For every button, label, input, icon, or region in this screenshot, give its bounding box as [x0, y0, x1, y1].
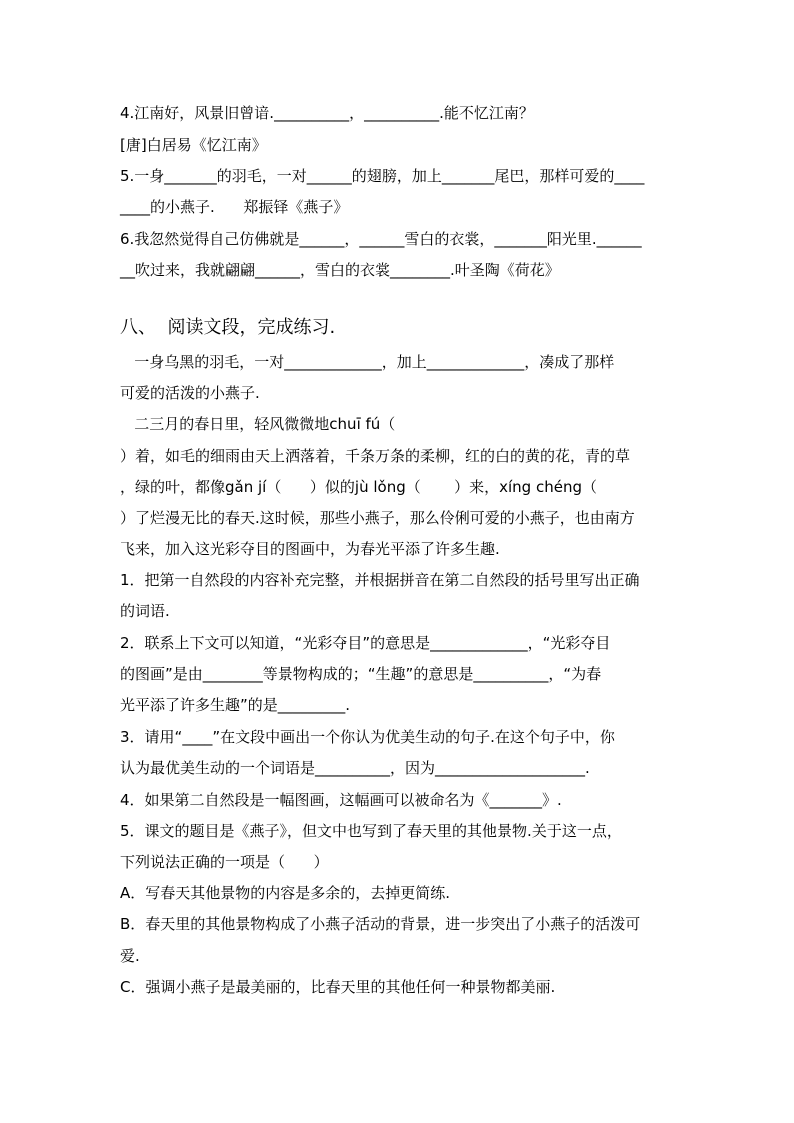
passage-line: 可爱的活泼的小燕子. [120, 384, 260, 402]
passage-line: ）着，如毛的细雨由天上洒落着，千条万条的柔柳，红的白的黄的花，青的草 [120, 447, 631, 465]
fill-item-4: 4.江南好，风景旧曾谙.__________，__________.能不忆江南？ [120, 104, 534, 122]
option-c: C．强调小燕子是最美丽的，比春天里的其他任何一种景物都美丽. [120, 978, 556, 996]
question-line: 1．把第一自然段的内容补充完整，并根据拼音在第二自然段的括号里写出正确 [120, 571, 640, 589]
question-line: 的词语. [120, 602, 170, 620]
fill-item-6-line1: 6.我忽然觉得自己仿佛就是______，______雪白的衣裳，_______阳光里.______ [120, 230, 642, 248]
question-line: 5．课文的题目是《燕子》，但文中也写到了春天里的其他景物.关于这一点， [120, 822, 622, 840]
question-line: 2．联系上下文可以知道，“光彩夺目”的意思是_____________，“光彩夺目 [120, 634, 611, 652]
fill-item-5-line1: 5.一身_______的羽毛，一对______的翅膀，加上_______尾巴，那样可爱的____ [120, 167, 645, 185]
question-line: 的图画”是由________等景物构成的；“生趣”的意思是__________，“为春 [120, 665, 602, 683]
option-a: A．写春天其他景物的内容是多余的，去掉更简练. [120, 884, 451, 902]
question-line: 光平添了许多生趣”的是_________. [120, 696, 351, 714]
passage-line: 二三月的春日里，轻风微微地chuī fú（ [120, 415, 396, 433]
question-line: 3．请用“____”在文段中画出一个你认为优美生动的句子.在这个句子中，你 [120, 728, 615, 746]
question-line: 4．如果第二自然段是一幅图画，这幅画可以被命名为《_______》. [120, 791, 562, 809]
passage-line: ）了烂漫无比的春天.这时候，那些小燕子，那么伶俐可爱的小燕子，也由南方 [120, 509, 635, 527]
fill-item-4-source: [唐]白居易《忆江南》 [120, 136, 267, 154]
option-b: B．春天里的其他景物构成了小燕子活动的背景，进一步突出了小燕子的活泼可 [120, 915, 641, 933]
passage-line: 一身乌黑的羽毛，一对_____________，加上_____________，凑成了那样 [120, 353, 615, 371]
question-line: 下列说法正确的一项是（ ） [120, 853, 329, 871]
passage-line: ，绿的叶，都像gǎn jí（ ）似的jù lǒng（ ）来，xíng chéng（ [120, 478, 597, 496]
fill-item-6-line2: __吹过来，我就翩翩______，雪白的衣裳________.叶圣陶《荷花》 [120, 261, 560, 279]
passage-line: 飞来，加入这光彩夺目的图画中，为春光平添了许多生趣. [120, 540, 500, 558]
option-b-cont: 爱. [120, 947, 140, 965]
question-line: 认为最优美生动的一个词语是__________，因为____________________. [120, 759, 590, 777]
section-8-title: 八、 阅读文段，完成练习. [120, 317, 336, 338]
fill-item-5-line2: ____的小燕子. 郑振铎《燕子》 [120, 198, 349, 216]
